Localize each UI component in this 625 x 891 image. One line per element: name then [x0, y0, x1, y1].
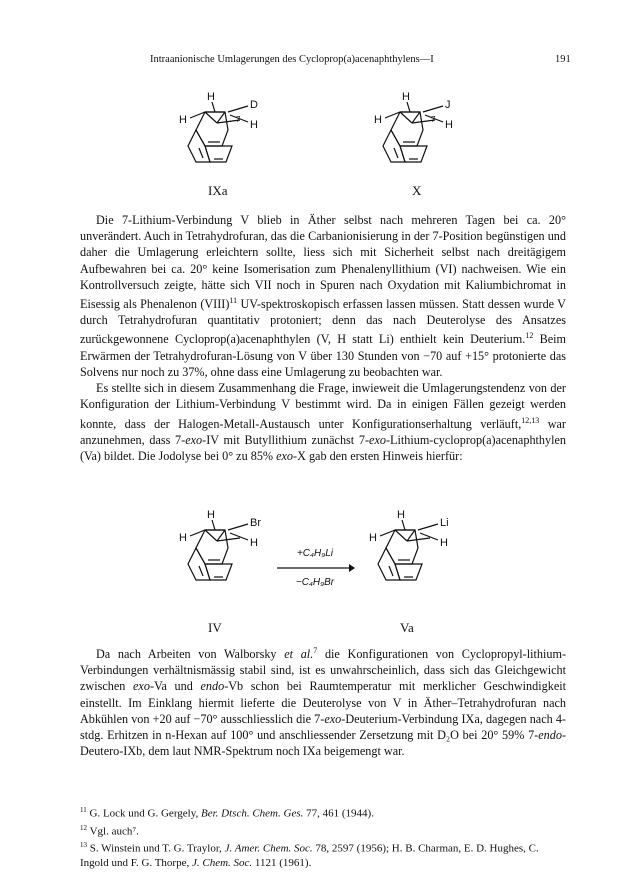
ixa-d: D: [250, 99, 258, 111]
x-h-top: H: [402, 91, 410, 103]
paragraph-3: Da nach Arbeiten von Walborsky et al.$^7$ die Konfigurationen von Cyclopropyl-lithium-Verbindungen verhältnismässig stabil sind, ist es unwahrscheinlich, dass sich das Gleichgewicht zwischen exo-Va und endo-Vb schon bei Raumtemperatur mit merklicher Geschwindigkeit einstellt. Im Einklang hiermit lieferte die Deuterolyse von V in Äther–Tetrahydrofuran nach Abkühlen von +20 auf −70° ausschliesslich die 7-exo-Deuterium-Verbindung IXa, dagegen nach 4-stdg. Erhitzen in n-Hexan auf 100° und anschliessender Zersetzung mit D₂O bei 20° 59% 7-endo-Deutero-IXb, dem laut NMR-Spektrum noch IXa beigemengt war.: [80, 646, 567, 759]
iv-h-left: H: [179, 532, 187, 544]
x-j: J: [445, 99, 451, 111]
label-ixa: IXa: [208, 183, 228, 198]
body-text-upper: [80, 212, 566, 464]
structure-iv: [170, 508, 280, 613]
structure-x: [365, 90, 475, 195]
label-iv: IV: [208, 620, 222, 635]
reagent-add: +C₄H₉Li: [296, 548, 334, 559]
iv-br: Br: [250, 517, 261, 529]
ixa-h-right: H: [250, 119, 258, 131]
label-va: Va: [400, 620, 414, 635]
va-h-right: H: [440, 537, 448, 549]
ixa-h-top: H: [207, 91, 215, 103]
x-h-right: H: [445, 119, 453, 131]
structure-ixa: [170, 90, 280, 195]
paragraph-1: Die 7-Lithium-Verbindung V blieb in Äther selbst nach mehreren Tagen bei ca. 20° unverändert. Auch in Tetrahydrofuran, das die Carbanionisierung in der 7-Position begünstigen und daher die Umlagerung erleichtern sollte, liess sich mit Sicherheit selbst nach dreitägigem Aufbewahren bei ca. 20° keine Isomerisation zum Phenalenyllithium (VI) nachweisen. Wie ein Kontrollversuch zeigte, hätte sich VII noch in Spuren nach Oxydation mit Kaliumbichromat in Eisessig als Phenalenon (VIII)$^{11}$ UV-spektroskopisch erfassen lassen müssen. Statt dessen wurde V durch Tetrahydrofuran quantitativ protoniert; denn das nach Deuterolyse des Ansatzes zurückgewonnene Cycloprop(a)acenaphthylen (V, H statt Li) enthielt kein Deuterium.$^{12}$ Beim Erwärmen der Tetrahydrofuran-Lösung von V über 130 Stunden von −70 auf +15° protonierte das Solvens nur noch zu 37%, ohne dass eine Umlagerung zu beobachten war.: [80, 213, 566, 379]
x-h-left: H: [374, 114, 382, 126]
iv-h-top: H: [207, 509, 215, 521]
iv-h-right: H: [250, 537, 258, 549]
reaction-arrow: [275, 548, 355, 588]
va-h-left: H: [369, 532, 377, 544]
ixa-position: 7: [236, 115, 241, 124]
va-h-top: H: [397, 509, 405, 521]
running-title: Intraanionische Umlagerungen des Cycloprop(a)acenaphthylens—I: [150, 54, 434, 65]
structure-va: [360, 508, 470, 613]
footnote-13: $^{13}$ S. Winstein und T. G. Traylor, J. Amer. Chem. Soc. 78, 2597 (1956); H. B. Charman, E. D. Hughes, C. Ingold und F. G. Thorpe, J. Chem. Soc. 1121 (1961).: [80, 841, 539, 869]
reagent-remove: −C₄H₉Br: [295, 577, 335, 588]
arrow-icon: [275, 564, 355, 572]
label-x: X: [412, 183, 422, 198]
x-position: 7: [431, 115, 436, 124]
footnote-11: $^{11}$ G. Lock und G. Gergely, Ber. Dtsch. Chem. Ges. 77, 461 (1944).: [80, 806, 374, 820]
ixa-h-left: H: [179, 114, 187, 126]
footnote-12: $^{12}$ Vgl. auch⁷.: [80, 823, 139, 838]
footnotes: [80, 803, 570, 870]
page-number: 191: [555, 54, 571, 65]
body-text-lower: [80, 643, 566, 759]
va-li: Li: [440, 517, 449, 529]
paragraph-2: Es stellte sich in diesem Zusammenhang die Frage, inwieweit die Umlagerungstendenz von der Konfiguration der Lithium-Verbindung V bestimmt wird. Da in einigen Fällen gezeigt werden konnte, dass der Halogen-Metall-Austausch unter Konfigurationserhaltung verläuft,$^{12,13}$ war anzunehmen, dass 7-exo-IV mit Butyllithium zunächst 7-exo-Lithium-cycloprop(a)acenaphthylen (Va) bildet. Die Jodolyse bei 0° zu 85% exo-X gab den ersten Hinweis hierfür:: [80, 381, 566, 464]
